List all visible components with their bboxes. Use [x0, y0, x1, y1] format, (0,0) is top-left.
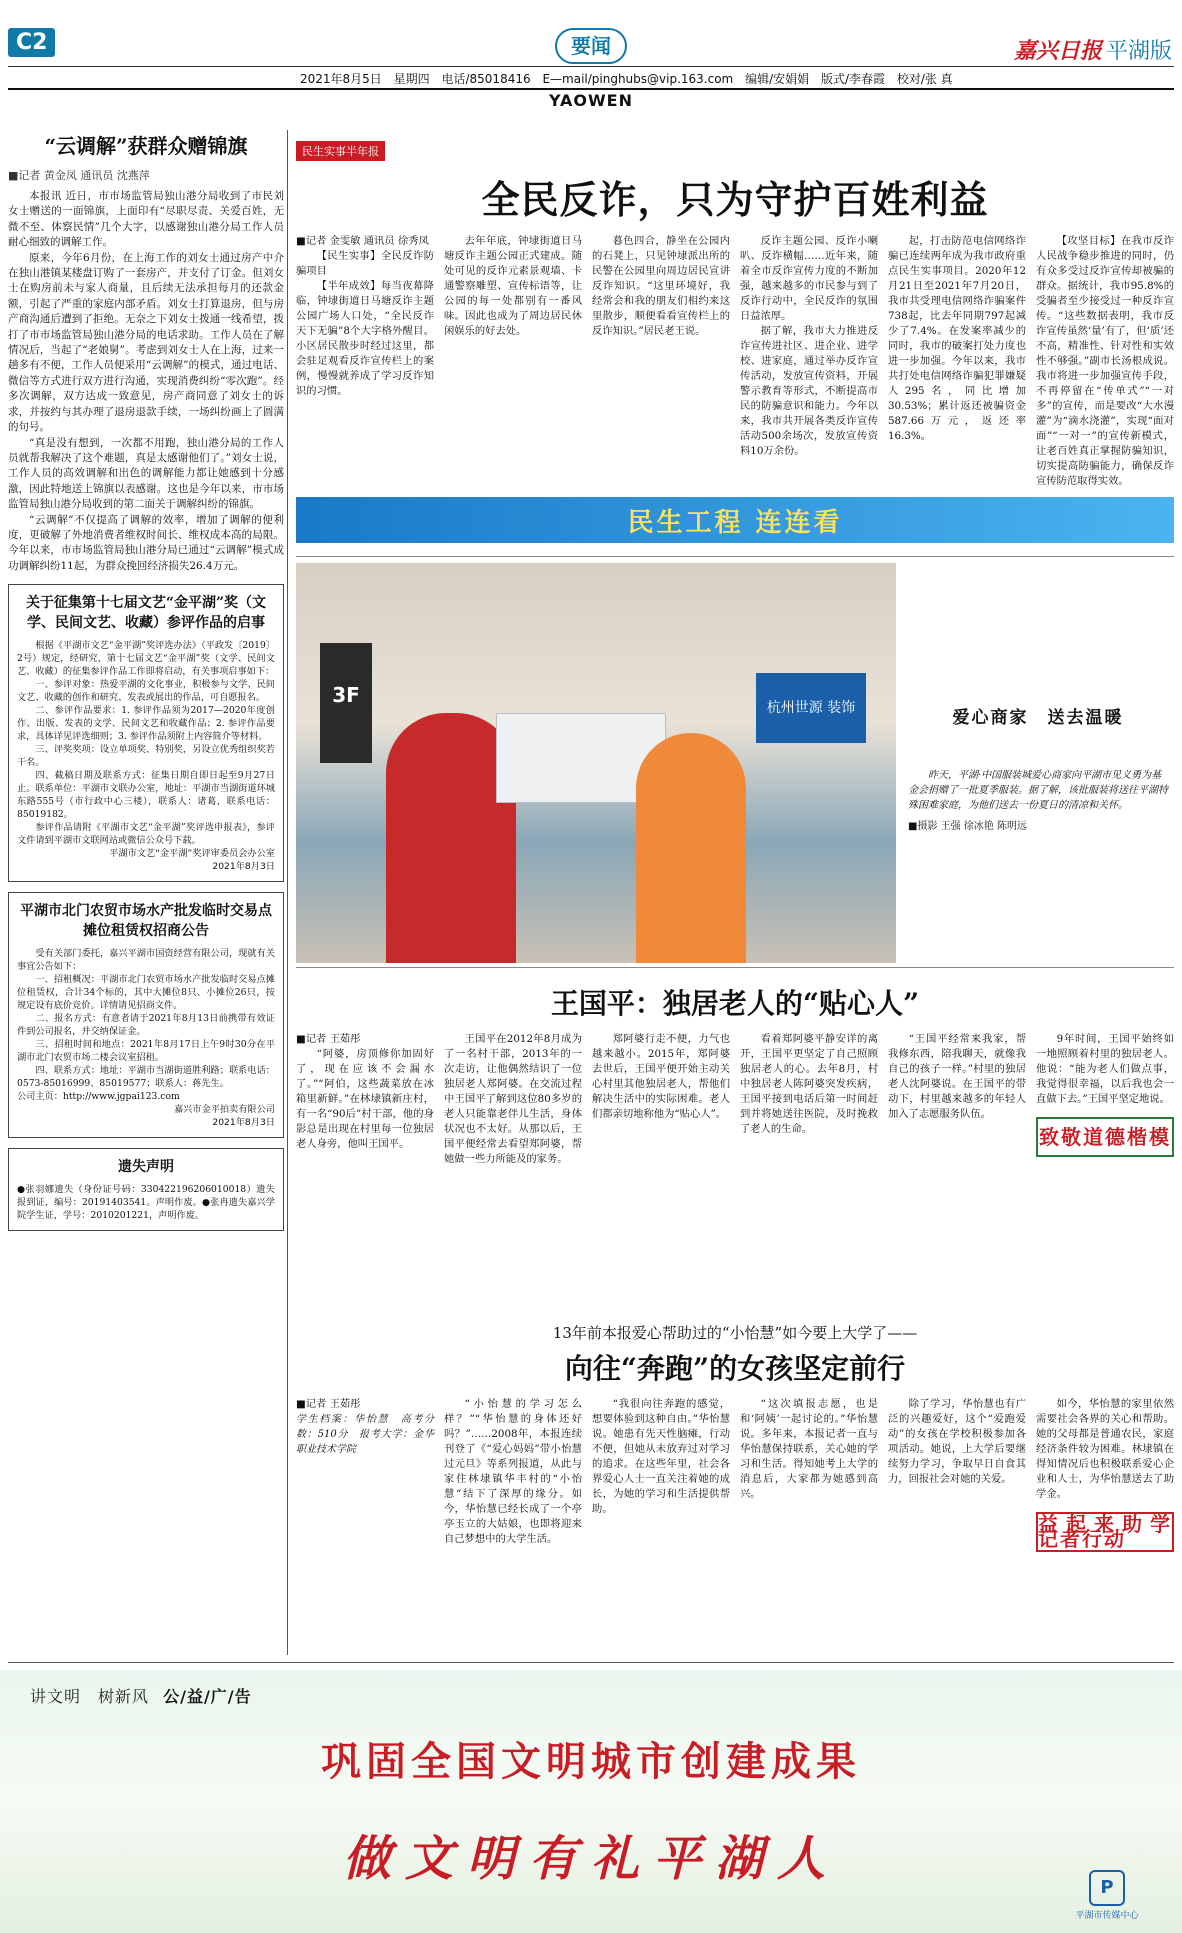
- stamp-moral-model: 致敬道德楷模: [1036, 1117, 1174, 1157]
- paragraph: 去年年底，钟埭街道日马塘反诈主题公园正式建成。随处可见的反诈元素景观墙、卡通警察雕塑、宣传标语等，让公园的每一处都别有一番风味。因此也成为了周边居民休闲娱乐的好去处。: [444, 235, 582, 337]
- notice-signer: 嘉兴市金平拍卖有限公司: [173, 1104, 275, 1116]
- company-website[interactable]: 公司主页：http://www.jgpai123.com: [17, 1091, 180, 1103]
- notice-title: 平湖市北门农贸市场水产批发临时交易点摊位租赁权招商公告: [20, 903, 272, 940]
- text-column: [592, 234, 730, 489]
- lost-notice: [8, 1148, 284, 1231]
- paragraph: 受有关部门委托，嘉兴平湖市国资经营有限公司，现就有关事宜公告如下：: [17, 948, 275, 973]
- paragraph: 三、招租时间和地点：2021年8月17日上午9时30分在平湖市北门农贸市场二楼会议室招租。: [17, 1039, 275, 1064]
- paragraph: 据了解，我市大力推进反诈宣传进社区、进企业、进学校、进家庭，通过举办反诈宣传活动，发放宣传资料，开展警示教育等形式，不断提高市民的防骗意识和能力。今年以来，我市共开展各类反诈宣传活动500余场次，发放宣传资料10万余份。: [740, 325, 878, 457]
- byline: ■记者 王茹彤: [296, 1398, 361, 1410]
- notice-date: 2021年8月3日: [212, 861, 275, 873]
- byline: ■记者 黄金凤 通讯员 沈燕萍: [8, 169, 150, 182]
- paragraph: “阿婆，房顶修你加固好了，现在应该不会漏水了。”“阿伯，这些蔬菜放在冰箱里新鲜。”在林埭镇新庄村，有一名“90后”村干部，他的身影总是出现在村里每一位独居老人身旁，他叫王国平。: [296, 1048, 434, 1150]
- text-column: [444, 1032, 582, 1167]
- paragraph: 除了学习，华怡慧也有广泛的兴趣爱好，这个“爱跑爱动”的女孩在学校积极参加各项活动。她说，上大学后要继续努力学习，争取早日自食其力，回报社会对她的关爱。: [888, 1398, 1026, 1485]
- store-sign: 杭州世源 装饰: [756, 673, 866, 743]
- notice-signer: 平湖市文艺“金平湖”奖评审委员会办公室: [109, 848, 275, 860]
- photo-credit: ■摄影 王强 徐冰艳 陈明远: [908, 821, 1027, 832]
- story-title-cloud-mediation: “云调解”获群众赠锦旗: [44, 134, 248, 158]
- headline-hua-yihui: 向往“奔跑”的女孩坚定前行: [564, 1352, 906, 1385]
- paragraph: 四、联系方式：地址：平湖市当湖街道胜利路；联系电话：0573-85016999、85019577；联系人：蒋先生。: [17, 1065, 275, 1090]
- merchant-figure: [636, 733, 746, 963]
- paragraph: 反诈主题公园、反诈小喇叭、反诈横幅……近年来，随着全市反诈宣传力度的不断加强，越来越多的市民参与到了反诈行动中，全民反诈的氛围日益浓厚。: [740, 235, 878, 322]
- header-info-line: [300, 70, 961, 87]
- paragraph: “这次填报志愿，也是和‘阿姨’一起讨论的。”华怡慧说。多年来，本报记者一直与华怡慧保持联系，关心她的学习和生活。得知她考上大学的消息后，大家都为她感到高兴。: [740, 1398, 878, 1500]
- contact-phone: 电话/85018416: [441, 72, 531, 86]
- proof-credit: 校对/张 真: [896, 72, 953, 86]
- paragraph: 【半年成效】每当夜幕降临，钟埭街道日马塘反诈主题公园广场人口处，“全民反诈 天下无骗”8个大字格外醒目。小区居民散步时经过这里，都会驻足观看反诈宣传栏上的案例，慢慢就养成了学习反诈知识的习惯。: [296, 280, 434, 397]
- paragraph: “云调解”不仅提高了调解的效率，增加了调解的便利度，更破解了外地消费者维权时间长、维权成本高的局限。今年以来，市市场监管局独山港分局已通过“云调解”模式成功调解纠纷11起，为群众挽回经济损失26.4万元。: [8, 513, 284, 572]
- story-wang-guoping: [296, 982, 1174, 1167]
- kicker: 13年前本报爱心帮助过的“小怡慧”如今要上大学了——: [552, 1324, 918, 1342]
- photo-headline: 爱心商家 送去温暖: [952, 708, 1124, 728]
- paper-name: 嘉兴日报: [1013, 38, 1102, 64]
- paragraph: “真是没有想到，一次都不用跑，独山港分局的工作人员就帮我解决了这个难题，真是太感谢他们了。”刘女士说，工作人员的高效调解和出色的调解能力都让她感到十分感激，因此特地送上锦旗以表感谢。这也是今年以来，市市场监管局独山港分局收到的第二面关于调解纠纷的锦旗。: [8, 436, 284, 511]
- ad-slogan: 做文明有礼平湖人: [342, 1831, 839, 1887]
- paragraph: 如今，华怡慧的家里依然需要社会各界的关心和帮助。她的父母都是普通农民，家庭经济条件较为困难。林埭镇在得知情况后也积极联系爱心企业和人士，为华怡慧送去了助学金。: [1036, 1398, 1174, 1500]
- media-center-logo: [1072, 1870, 1142, 1921]
- header-rule-thick: [8, 88, 1174, 90]
- lost-notice-title: 遗失声明: [118, 1159, 174, 1176]
- story-hua-yihui: [296, 1322, 1174, 1552]
- news-photo: [296, 563, 896, 963]
- story-body: [8, 189, 284, 574]
- editor-credit: 编辑/安娟娟: [745, 72, 810, 86]
- paragraph: 暮色四合，静坐在公园内的石凳上，只见钟埭派出所的民警在公园里向周边居民宣讲反诈知识。“这里环境好，我经常会和我的朋友们相约来这里散步，顺便看看宣传栏上的反诈知识。”居民老王说。: [592, 235, 730, 337]
- paragraph: “我很向往奔跑的感觉，想要体验到这种自由。”华怡慧说。她患有先天性脑瘫，行动不便，但她从未放弃过对学习的追求。在这些年里，社会各界爱心人士一直关注着她的成长，为她的学习和生活提供帮助。: [592, 1398, 730, 1515]
- text-column: [740, 1032, 878, 1167]
- notice-market-lease: [8, 892, 284, 1138]
- issue-date: 2021年8月5日: [300, 72, 382, 86]
- photo-caption: 昨天，平湖·中国服装城爱心商家向平湖市见义勇为基金会捐赠了一批夏季服装。据了解，该批服装将送往平湖特殊困难家庭，为他们送去一份夏日的清凉和关怀。: [908, 770, 1168, 811]
- text-column: [888, 1032, 1026, 1167]
- header-rule: [8, 66, 1174, 67]
- ad-header: [30, 1684, 252, 1707]
- notice-date: 2021年8月3日: [212, 1117, 275, 1129]
- paragraph: 起，打击防范电信网络诈骗已连续两年成为我市政府重点民生实事项目。2020年12月21日至2021年7月20日，我市共受理电信网络诈骗案件738起，比去年同期797起减少了7.4%。在发案率减少的同时，我市的破案打处力度也进一步加强。今年以来，我市共打处电信网络诈骗犯罪嫌疑人295名，同比增加30.53%；累计返还被骗资金587.66万元，返还率16.3%。: [888, 235, 1026, 442]
- text-column: [740, 1397, 878, 1552]
- paragraph: 原来，今年6月份，在上海工作的刘女士通过房产中介在独山港镇某楼盘订购了一套房产，并支付了订金。但刘女士在购房前未与家人商量，且后续无法承担每月的还款金额，引起了严重的家庭内部矛盾。刘女士打算退房，但与房产商沟通后遭到了拒绝。无奈之下刘女士拨通一线希望，拨打了市市场监管局独山港分局的电话求助。工作人员在了解情况后，当起了“老娘舅”。考虑到刘女士人在上海，过来一趟多有不便，工作人员便采用“云调解”的模式，通过电话、微信等方式进行双方进行沟通，实现消费纠纷“零次跑”。经多次调解，双方达成一致意见，房产商同意了刘女士的诉求，并按约与其办理了退房退款手续，一场纠纷画上了圆满的句号。: [8, 251, 284, 434]
- text-column: [296, 1032, 434, 1167]
- section-pinyin: YAOWEN: [548, 91, 633, 110]
- paper-masthead: [1014, 34, 1172, 65]
- story-columns: [296, 234, 1174, 489]
- ad-title: 巩固全国文明城市创建成果: [321, 1738, 861, 1785]
- column-divider: [287, 130, 288, 1655]
- paragraph: 四、截稿日期及联系方式：征集日期自即日起至9月27日止。联系单位：平湖市文联办公室，地址：平湖市当湖街道环城东路555号（市行政中心三楼），联系人：诸葛，联系电话：85019182。: [17, 770, 275, 821]
- photo-feature: [296, 556, 1174, 968]
- paragraph: 看着郑阿婆平静安详的离开，王国平更坚定了自己照顾独居老人的心。去年8月，村中独居老人陈阿婆突发疾病，王国平接到电话后第一时间赶到并将她送往医院，及时挽救了老人的生命。: [740, 1033, 878, 1135]
- ad-slogan-small: 讲文明 树新风: [30, 1687, 150, 1706]
- story-columns: [296, 1032, 1174, 1167]
- notice-title: 关于征集第十七届文艺“金平湖”奖（文学、民间文艺、收藏）参评作品的启事: [25, 595, 267, 632]
- page-code-badge: C2: [8, 28, 55, 57]
- headline-anti-fraud: 全民反诈，只为守护百姓利益: [481, 177, 989, 222]
- text-column: [740, 234, 878, 489]
- layout-credit: 版式/李春霞: [820, 72, 885, 86]
- text-column: [888, 234, 1026, 489]
- byline: ■记者 金雯敏 通讯员 徐秀凤: [296, 235, 429, 247]
- text-column: [1036, 1032, 1174, 1167]
- paragraph: 本报讯 近日，市市场监管局独山港分局收到了市民刘女士赠送的一面锦旗，上面印有“尽职尽责、关爱百姓，无微不至、体察民情”几个大字，以感谢独山港分局工作人员耐心细致的调解工作。: [8, 190, 284, 249]
- media-logo-text: 平湖市传媒中心: [1075, 1911, 1139, 1921]
- issue-weekday: 星期四: [393, 72, 430, 86]
- paragraph: 三、评奖奖项：设立单项奖、特别奖，另设立优秀组织奖若干名。: [17, 744, 275, 769]
- lost-notice-text: ●张羽娜遗失（身份证号码：330422196206010018）遗失报到证，编号：20191403541。声明作废。●张冉遗失嘉兴学院学生证，学号：2010201221，声明作废。: [17, 1184, 275, 1222]
- paragraph: 【攻坚目标】在我市反诈人民战争稳步推进的同时，仍有众多受过反诈宣传却被骗的群众。据统计，我市95.8%的受骗者至少接受过一种反诈宣传。“这些数据表明，我市反诈宣传虽然‘量’有了，但‘质’还不高，精准性、针对性和实效性不够强。”副市长汤根成说。我市将进一步加强宣传手段，不再停留在“传单式”“一对多”的宣传，而是要改“大水漫灌”为“滴水浇灌”，实现“面对面”“一对一”的宣传新模式，让老百姓真正掌握防骗知识，切实提高防骗能力，确保反诈宣传防范取得实效。: [1036, 235, 1174, 487]
- page-header: [0, 0, 1182, 110]
- text-column: [888, 1397, 1026, 1552]
- story-columns: [296, 1397, 1174, 1552]
- paragraph: 二、参评作品要求：1. 参评作品须为2017—2020年度创作、出版、发表的文学、民间文艺和收藏作品；2. 参评作品要求，具体详见评选细则；3. 参评作品须附上内容简介等材料。: [17, 705, 275, 743]
- ad-divider: [8, 1662, 1174, 1663]
- byline: ■记者 王茹彤: [296, 1033, 361, 1045]
- stamp-charity-study: 益起来助学 记者行动: [1038, 1512, 1172, 1551]
- paragraph: 9年时间，王国平始终如一地照顾着村里的独居老人。他说：“能为老人们做点事，我觉得很幸福，以后我也会一直做下去。”王国平坚定地说。: [1036, 1033, 1174, 1105]
- media-logo-icon: P: [1089, 1870, 1125, 1906]
- paragraph: 参评作品请附《平湖市文艺“金平湖”奖评选申报表》，参评文件请到平湖市文联网站或微信公众号下载。: [17, 822, 275, 847]
- paragraph: 一、参评对象：热爱平湖的文化事业，积极参与文学、民间文艺、收藏的创作和研究、发表或展出的作品，可自愿报名。: [17, 679, 275, 704]
- paragraph: 一、招租概况：平湖市北门农贸市场水产批发临时交易点摊位租赁权，合计34个标的，其中大摊位8只、小摊位26只，按规定设有底价竞价。详情请见招商文件。: [17, 974, 275, 1012]
- contact-email: E—mail/pinghubs@vip.163.com: [542, 72, 734, 86]
- lead: 【民生实事】全民反诈防骗项目: [296, 250, 434, 277]
- banner-livelihood: 民生工程 连连看: [296, 497, 1174, 543]
- public-service-ad: [0, 1670, 1182, 1933]
- student-facts: 学生档案：华怡慧 高考分数：510分 报考大学：金华职业技术学院: [296, 1414, 434, 1455]
- section-logo: 要闻: [555, 28, 627, 64]
- ad-label: 公/益/广/告: [163, 1687, 252, 1706]
- text-column: [592, 1032, 730, 1167]
- paragraph: 根据《平湖市文艺“金平湖”奖评选办法》（平政发〔2019〕2号）规定，经研究，第十七届文艺“金平湖”奖（文学、民间文艺、收藏）的征集参评作品工作即将启动，有关事项启事如下：: [17, 640, 275, 678]
- paragraph: “王国平经常来我家，帮我修东西，陪我聊天，就像我自己的孩子一样。”村里的独居老人沈阿婆说。在王国平的带动下，村里越来越多的年轻人加入了志愿服务队伍。: [888, 1033, 1026, 1120]
- text-column: [1036, 234, 1174, 489]
- text-column: [296, 234, 434, 489]
- notice-body: [17, 947, 275, 1090]
- paragraph: 二、报名方式：有意者请于2021年8月13日前携带有效证件到公司报名，并交纳保证金。: [17, 1013, 275, 1038]
- text-column: [296, 1397, 434, 1552]
- photo-caption-panel: [908, 563, 1168, 963]
- paragraph: 王国平在2012年8月成为了一名村干部，2013年的一次走访，让他偶然结识了一位独居老人郑阿婆。在交流过程中王国平了解到这位80多岁的老人只能靠老伴儿生活，身体状况也不太好。从那以后，王国平便经常去看望郑阿婆，帮她做一些力所能及的家务。: [444, 1033, 582, 1165]
- text-column: [444, 1397, 582, 1552]
- text-column: [444, 234, 582, 489]
- left-column: [8, 130, 284, 1231]
- text-column: [1036, 1397, 1174, 1552]
- story-anti-fraud: [296, 140, 1174, 543]
- notice-literary-award: [8, 584, 284, 882]
- floor-sign: 3F: [320, 643, 372, 763]
- edition-name: 平湖版: [1105, 39, 1172, 64]
- paragraph: 郑阿婆行走不便，力气也越来越小。2015年，郑阿婆去世后，王国平便开始主动关心村里其他独居老人，帮他们解决生活中的实际困难。老人们都亲切地称他为“贴心人”。: [592, 1033, 730, 1120]
- notice-body: [17, 639, 275, 847]
- text-column: [592, 1397, 730, 1552]
- headline-wang-guoping: 王国平：独居老人的“贴心人”: [550, 987, 920, 1020]
- paragraph: “小怡慧的学习怎么样？”“华怡慧的身体还好吗？”……2008年，本报连续刊登了《“爱心妈妈”带小怡慧过元旦》等系列报道，从此与家住林埭镇华丰村的“小怡慧”结下了深厚的缘分。如今，华怡慧已经长成了一个亭亭玉立的大姑娘，也即将迎来自己梦想中的大学生活。: [444, 1398, 582, 1545]
- section-tag: 民生实事半年报: [296, 141, 385, 161]
